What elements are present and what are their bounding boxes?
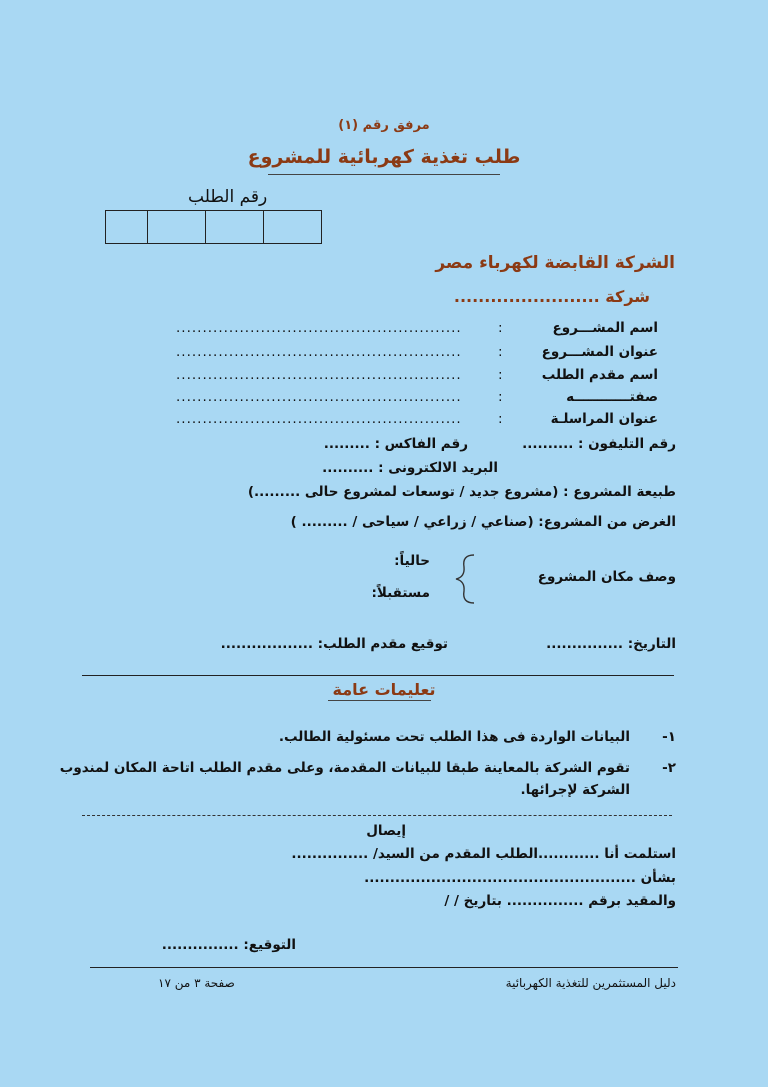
receipt-received-field[interactable]: استلمت أنا ............الطلب المقدم من السيد/ ............... <box>291 846 676 862</box>
cut-line <box>82 815 672 816</box>
applicant-name-field[interactable]: ...................................................... <box>176 367 462 383</box>
project-purpose-field[interactable]: الغرض من المشروع: (صناعي / زراعي / سياحى / ......... ) <box>290 514 676 530</box>
page-number: صفحة ٣ من ١٧ <box>158 976 235 990</box>
request-number-box[interactable] <box>106 211 148 243</box>
project-address-field[interactable]: ...................................................... <box>176 344 462 360</box>
correspondence-address-colon: : <box>498 411 503 427</box>
footer-divider <box>90 967 678 968</box>
receipt-registration-field[interactable]: والمقيد برقم ............... بتاريخ / / <box>444 893 676 909</box>
applicant-capacity-label: صفتــــــــــــه <box>566 389 658 405</box>
subsidiary-company: شركة ........................ <box>453 287 650 306</box>
phone-field[interactable]: رقم التليفون : .......... <box>522 436 676 452</box>
project-address-label: عنوان المشـــروع <box>541 344 658 360</box>
location-current-field[interactable]: حالياً: <box>394 553 430 569</box>
section-divider <box>82 675 674 676</box>
project-name-field[interactable]: ...................................................... <box>176 320 462 336</box>
correspondence-address-label: عنوان المراسلـة <box>550 411 658 427</box>
request-number-box[interactable] <box>264 211 321 243</box>
annex-number: مرفق رقم (١) <box>338 118 430 133</box>
applicant-signature-field[interactable]: توقيع مقدم الطلب: .................. <box>220 636 448 652</box>
project-name-label: اسم المشـــروع <box>552 320 658 336</box>
title-underline <box>268 174 500 175</box>
instruction-number: ٢- <box>662 760 676 776</box>
request-number-box[interactable] <box>148 211 205 243</box>
receipt-title: إيصال <box>366 823 406 839</box>
email-field[interactable]: البريد الالكترونى : .......... <box>322 460 498 476</box>
brace-icon <box>452 553 480 605</box>
request-number-box[interactable] <box>206 211 264 243</box>
footer-guide-title: دليل المستثمرين للتغذية الكهربائية <box>505 976 676 990</box>
project-address-colon: : <box>498 344 503 360</box>
request-number-label: رقم الطلب <box>188 187 268 207</box>
correspondence-address-field[interactable]: ...................................................... <box>176 411 462 427</box>
receipt-signature-field[interactable]: التوقيع: ............... <box>161 937 296 953</box>
instruction-number: ١- <box>662 729 676 745</box>
page-title: طلب تغذية كهربائية للمشروع <box>247 146 521 168</box>
instruction-text: تقوم الشركة بالمعاينة طبقا للبيانات المقدمة، وعلى مقدم الطلب اتاحة المكان لمندوب <box>59 760 630 776</box>
project-nature-field[interactable]: طبيعة المشروع : (مشروع جديد / توسعات لمشروع حالى .........) <box>247 484 676 500</box>
holding-company-name: الشركة القابضة لكهرباء مصر <box>435 253 675 273</box>
instructions-title: تعليمات عامة <box>332 680 436 699</box>
project-name-colon: : <box>498 320 503 336</box>
fax-field[interactable]: رقم الفاكس : ......... <box>323 436 468 452</box>
instructions-underline <box>328 700 431 701</box>
instruction-text: البيانات الواردة فى هذا الطلب تحت مسئولية الطالب. <box>278 729 630 745</box>
applicant-name-colon: : <box>498 367 503 383</box>
applicant-capacity-field[interactable]: ...................................................... <box>176 389 462 405</box>
date-field[interactable]: التاريخ: ............... <box>546 636 676 652</box>
location-future-field[interactable]: مستقبلاً: <box>371 585 430 601</box>
applicant-name-label: اسم مقدم الطلب <box>541 367 658 383</box>
applicant-capacity-colon: : <box>498 389 503 405</box>
project-location-label: وصف مكان المشروع <box>537 569 676 585</box>
instruction-text-continued: الشركة لإجرائها. <box>520 782 630 798</box>
request-number-boxes <box>105 210 322 244</box>
receipt-regarding-field[interactable]: بشأن ..................................................... <box>364 870 676 886</box>
